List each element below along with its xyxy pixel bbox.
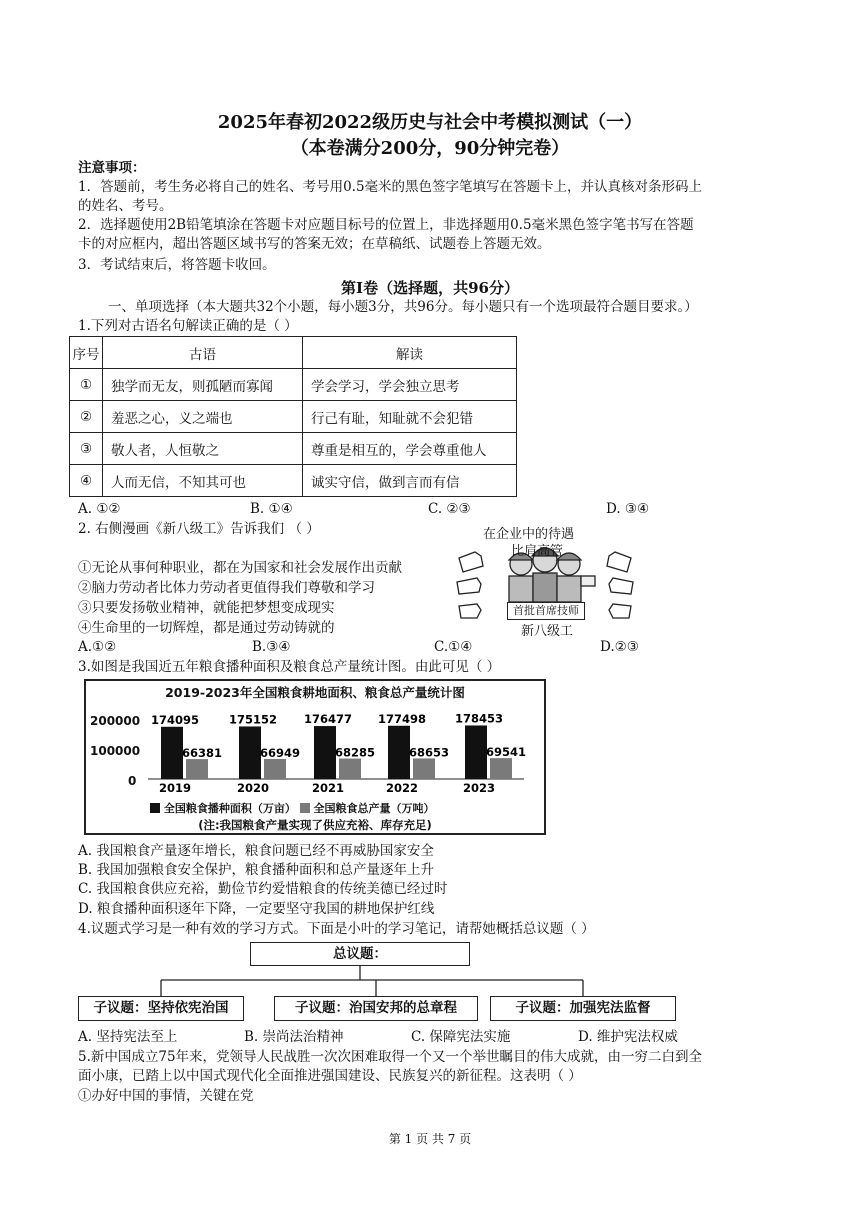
bar-total-output <box>413 758 435 779</box>
comic-caption-top: 在企业中的待遇 <box>483 527 575 542</box>
data-label: 68285 <box>335 745 376 760</box>
bar-total-output <box>186 759 208 779</box>
table-cell: 行己有耻，知耻就不会犯错 <box>303 401 517 433</box>
q1-option-b: B. ①④ <box>250 501 293 517</box>
notes-line: 2．选择题使用2B铅笔填涂在答题卡对应题目标号的位置上，非选择题用0.5毫米黑色签字笔书写在答题 <box>78 217 694 233</box>
x-tick-label: 2021 <box>312 781 345 795</box>
q3-stem: 3.如图是我国近五年粮食播种面积及粮食总产量统计图。由此可见（ ） <box>78 659 501 675</box>
table-row <box>70 369 517 401</box>
q2-option-b: B.③④ <box>252 639 291 655</box>
section-title: 第Ⅰ卷（选择题，共96分） <box>341 279 519 297</box>
chart-title: 2019-2023年全国粮食耕地面积、粮食总产量统计图 <box>165 685 465 700</box>
bar-total-output <box>339 759 361 779</box>
x-tick-label: 2023 <box>463 781 496 795</box>
chart-legend <box>150 800 435 816</box>
q2-item: ②脑力劳动者比体力劳动者更值得我们尊敬和学习 <box>78 580 375 596</box>
table-cell: 诚实守信，做到言而有信 <box>303 465 517 497</box>
x-tick-label: 2019 <box>159 781 192 795</box>
y-tick-label: 200000 <box>90 714 141 728</box>
data-label: 66381 <box>182 746 223 761</box>
notes-line: 3．考试结束后，将答题卡收回。 <box>78 257 276 273</box>
table-header-cell: 解读 <box>303 337 517 369</box>
x-tick-label: 2022 <box>386 781 419 795</box>
q2-stem: 2. 右侧漫画《新八级工》告诉我们 （ ） <box>78 521 320 537</box>
notes-heading: 注意事项： <box>78 160 146 176</box>
data-label: 177498 <box>378 711 427 726</box>
q4-option-a: A. 坚持宪法至上 <box>78 1029 178 1045</box>
q3-option-b: B. 我国加强粮食安全保护，粮食播种面积和总产量逐年上升 <box>78 862 435 878</box>
table-header-cell: 古语 <box>103 337 303 369</box>
table-cell: ② <box>70 401 103 433</box>
table-header-row <box>70 337 517 369</box>
q1-option-a: A. ①② <box>78 501 121 517</box>
q3-option-a: A. 我国粮食产量逐年增长，粮食问题已经不再威胁国家安全 <box>78 843 434 859</box>
table-header-cell: 序号 <box>70 337 103 369</box>
table-cell: 羞恶之心，义之端也 <box>103 401 303 433</box>
table-row <box>70 465 517 497</box>
q4-stem: 4.议题式学习是一种有效的学习方式。下面是小叶的学习笔记，请帮她概括总议题（ ） <box>78 921 595 937</box>
comic-caption-bottom: 新八级工 <box>521 624 574 639</box>
bar-sown-area <box>161 727 183 779</box>
chart-note: (注:我国粮食产量实现了供应充裕、库存充足) <box>198 818 432 832</box>
table-cell: ③ <box>70 433 103 465</box>
q4-option-d: D. 维护宪法权威 <box>578 1029 678 1045</box>
table-cell: 敬人者，人恒敬之 <box>103 433 303 465</box>
q2-item: ①无论从事何种职业，都在为国家和社会发展作出贡献 <box>78 560 402 576</box>
topic-connectors <box>0 966 860 996</box>
table-cell: 人而无信，不知其可也 <box>103 465 303 497</box>
q2-item: ③只要发扬敬业精神，就能把梦想变成现实 <box>78 600 335 616</box>
y-tick-label: 100000 <box>90 744 141 758</box>
q4-option-c: C. 保障宪法实施 <box>411 1029 511 1045</box>
bar-sown-area <box>314 726 336 779</box>
bar-sown-area <box>388 726 410 779</box>
data-label: 176477 <box>304 712 353 727</box>
notes-line: 卡的对应框内，超出答题区域书写的答案无效；在草稿纸、试题卷上答题无效。 <box>78 236 551 252</box>
q5-item: ①办好中国的事情，关键在党 <box>78 1088 254 1104</box>
q5-stem: 面小康，已踏上以中国式现代化全面推进强国建设、民族复兴的新征程。这表明（ ） <box>78 1068 582 1084</box>
data-label: 68653 <box>409 745 450 760</box>
topic-root: 总议题： <box>250 942 470 966</box>
legend-label: 全国粮食总产量（万吨） <box>313 802 435 815</box>
q1-table <box>69 336 517 497</box>
page-number: 第 1 页 共 7 页 <box>388 1132 472 1146</box>
bar-sown-area <box>239 726 261 779</box>
data-label: 174095 <box>151 712 200 727</box>
table-cell: 独学而无友，则孤陋而寡闻 <box>103 369 303 401</box>
comic-banner: 首批首席技师 <box>507 602 585 620</box>
legend-label: 全国粮食播种面积（万亩） <box>163 802 296 815</box>
comic-illustration <box>455 520 635 638</box>
q3-option-c: C. 我国粮食供应充裕，勤俭节约爱惜粮食的传统美德已经过时 <box>78 881 448 897</box>
data-label: 178453 <box>455 711 504 726</box>
q4-option-b: B. 崇尚法治精神 <box>244 1029 344 1045</box>
part-heading <box>108 298 698 317</box>
data-label: 69541 <box>486 745 527 760</box>
table-row <box>70 433 517 465</box>
x-tick-label: 2020 <box>237 781 270 795</box>
q1-option-c: C. ②③ <box>428 501 471 517</box>
comic-caption-top: 比肩高管 <box>511 544 564 559</box>
bar-total-output <box>264 759 286 779</box>
q2-item: ④生命里的一切辉煌，都是通过劳动铸就的 <box>78 620 335 636</box>
sub-topic-box: 子议题：治国安邦的总章程 <box>274 996 478 1021</box>
data-label: 175152 <box>229 712 278 727</box>
notes-line: 的姓名、考号。 <box>78 198 173 214</box>
q1-stem: 1.下列对古语名句解读正确的是（ ） <box>78 318 298 334</box>
q2-option-c: C.①④ <box>434 639 473 655</box>
q1-option-d: D. ③④ <box>606 501 650 517</box>
q2-option-a: A.①② <box>78 639 117 655</box>
table-cell: ① <box>70 369 103 401</box>
q2-option-d: D.②③ <box>600 639 639 655</box>
legend-swatch-area <box>150 803 160 813</box>
table-cell: 尊重是相互的，学会尊重他人 <box>303 433 517 465</box>
table-cell: 学会学习，学会独立思考 <box>303 369 517 401</box>
table-row <box>70 401 517 433</box>
grain-chart <box>84 679 546 835</box>
sub-topic-box: 子议题：加强宪法监督 <box>490 996 676 1021</box>
bar-sown-area <box>465 725 487 779</box>
notes-line: 1．答题前，考生务必将自己的姓名、考号用0.5毫米的黑色签字笔填写在答题卡上，并认真核对条形码上 <box>78 179 703 195</box>
q5-stem: 5.新中国成立75年来，党领导人民战胜一次次困难取得一个又一个举世瞩目的伟大成就，由一穷二白到全 <box>78 1049 703 1065</box>
exam-title: 2025年春初2022级历史与社会中考模拟测试（一） <box>217 112 643 133</box>
bar-total-output <box>490 758 512 779</box>
q3-option-d: D. 粮食播种面积逐年下降，一定要坚守我国的耕地保护红线 <box>78 901 435 917</box>
sub-topic-box: 子议题：坚持依宪治国 <box>78 996 244 1021</box>
table-cell: ④ <box>70 465 103 497</box>
y-tick-label: 0 <box>128 774 137 788</box>
part-heading-text: 一、单项选择（本大题共32个小题，每小题3分，共96分。每小题只有一个选项最符合题目要求。） <box>108 299 698 315</box>
legend-swatch-output <box>300 803 310 813</box>
data-label: 66949 <box>260 745 301 760</box>
exam-subtitle: （本卷满分200分，90分钟完卷） <box>290 138 570 159</box>
